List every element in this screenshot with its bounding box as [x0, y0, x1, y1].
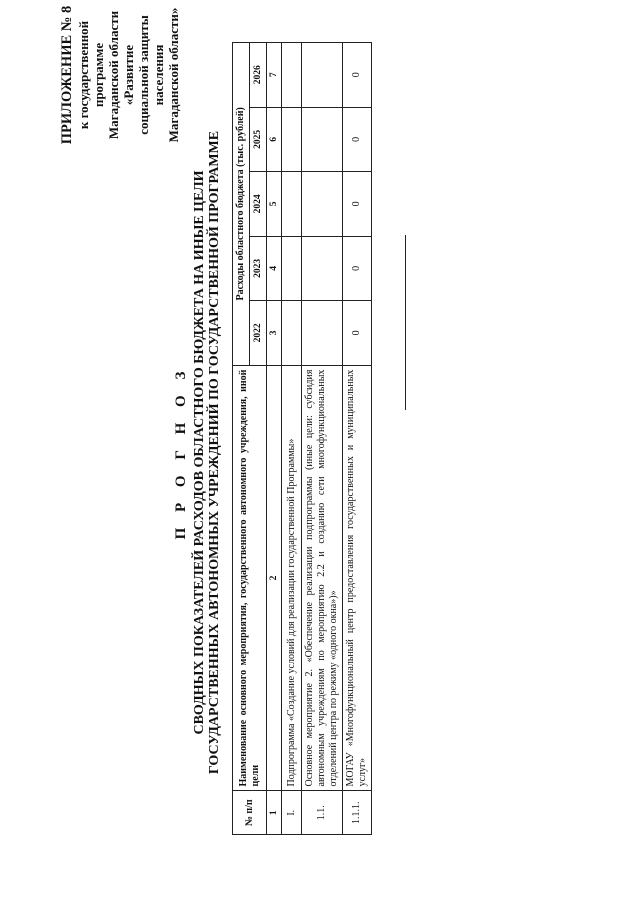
row-value: 0: [343, 172, 372, 237]
column-number: 1: [267, 791, 282, 835]
appendix-number: ПРИЛОЖЕНИЕ № 8: [59, 5, 75, 145]
year-header: 2022: [250, 301, 267, 366]
row-value: [302, 107, 343, 172]
appendix-line: социальной защиты населения: [136, 15, 166, 135]
divider-line: [405, 235, 406, 410]
appendix-line: к государственной программе: [76, 20, 106, 130]
year-header: 2025: [250, 107, 267, 172]
row-value: [282, 43, 302, 108]
budget-table: [232, 42, 372, 835]
year-header: 2023: [250, 236, 267, 301]
row-name: Основное мероприятие 2. «Обеспечение реализации подпрограммы (иные цели: субсидия автономным учреждениям по мероприятию 2.2 и созданию сети многофункциональных отделений центра по режиму «одного окна»)»: [302, 365, 343, 791]
row-value: [302, 301, 343, 366]
appendix-block: [60, 0, 181, 150]
header-num: № п/п: [233, 791, 267, 835]
year-header: 2024: [250, 172, 267, 237]
column-number-row: [267, 43, 282, 835]
header-budget: Расходы областного бюджета (тыс. рублей): [233, 43, 250, 366]
table-row: [302, 43, 343, 835]
row-value: 0: [343, 236, 372, 301]
row-number: I.: [282, 791, 302, 835]
title-line: СВОДНЫХ ПОКАЗАТЕЛЕЙ РАСХОДОВ ОБЛАСТНОГО БЮДЖЕТА НА ИНЫЕ ЦЕЛИ: [192, 170, 207, 735]
table-row: [282, 43, 302, 835]
row-name: Подпрограмма «Создание условий для реализации государственной Программы»: [282, 365, 302, 791]
title-forecast: П Р О Г Н О З: [173, 365, 189, 540]
header-name: Наименование основного мероприятия, государственного автономного учреждения, иной цели: [233, 365, 267, 791]
row-number: 1.1.1.: [343, 791, 372, 835]
row-value: [302, 236, 343, 301]
row-name: МОГАУ «Многофункциональный центр предоставления государственных и муниципальных услуг»: [343, 365, 372, 791]
appendix-line: Магаданской области»: [166, 7, 181, 143]
column-number: 3: [267, 301, 282, 366]
appendix-line: Магаданской области «Развитие: [106, 10, 136, 140]
row-value: [302, 43, 343, 108]
row-value: [302, 172, 343, 237]
table-header-row: [233, 43, 250, 835]
row-value: [282, 236, 302, 301]
row-number: 1.1.: [302, 791, 343, 835]
row-value: 0: [343, 43, 372, 108]
year-header: 2026: [250, 43, 267, 108]
column-number: 2: [267, 365, 282, 791]
row-value: 0: [343, 107, 372, 172]
document-title: [172, 60, 222, 845]
title-line: ГОСУДАРСТВЕННЫХ АВТОНОМНЫХ УЧРЕЖДЕНИЙ ПО ГОСУДАРСТВЕННОЙ ПРОГРАММЕ: [207, 130, 222, 775]
column-number: 5: [267, 172, 282, 237]
table-row: [343, 43, 372, 835]
column-number: 4: [267, 236, 282, 301]
row-value: 0: [343, 301, 372, 366]
row-value: [282, 172, 302, 237]
row-value: [282, 301, 302, 366]
column-number: 6: [267, 107, 282, 172]
column-number: 7: [267, 43, 282, 108]
row-value: [282, 107, 302, 172]
